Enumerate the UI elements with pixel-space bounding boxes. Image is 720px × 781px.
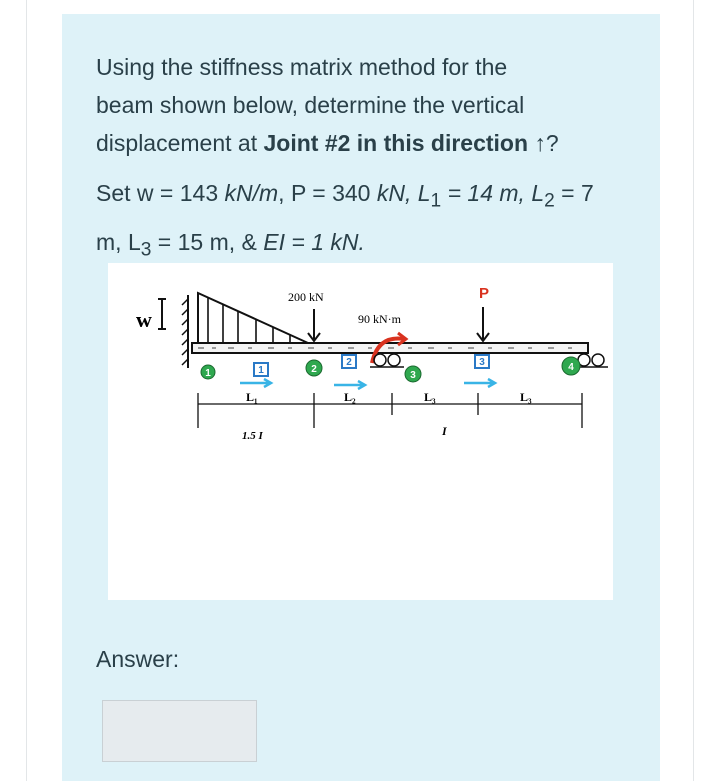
ei-i-label: I bbox=[442, 424, 447, 438]
joint-1-marker bbox=[201, 365, 215, 379]
question-line-2: beam shown below, determine the vertical bbox=[96, 92, 525, 118]
joint-2-label: 2 bbox=[311, 364, 317, 375]
joint-1-label: 1 bbox=[205, 368, 211, 379]
question-text bbox=[96, 48, 636, 162]
element-3-marker bbox=[475, 355, 489, 368]
l2-subscript: 2 bbox=[544, 190, 555, 212]
question-emphasis: Joint #2 in this direction bbox=[263, 130, 535, 156]
span-l3b-label: L₃ bbox=[520, 390, 532, 404]
element-2-marker bbox=[342, 355, 356, 368]
load-200-label: 200 kN bbox=[288, 290, 324, 304]
span-l2-label: L₂ bbox=[344, 390, 356, 404]
question-line-3 bbox=[96, 124, 636, 162]
l3-value: = 15 m, & bbox=[151, 228, 264, 255]
roller-4b bbox=[592, 354, 604, 366]
local-axis-arrows bbox=[240, 379, 495, 389]
l3-subscript: 3 bbox=[140, 239, 152, 261]
answer-input[interactable] bbox=[102, 700, 257, 762]
joint-4-label: 4 bbox=[568, 362, 574, 373]
question-line-3-prefix: displacement at bbox=[96, 130, 264, 156]
ei-1-5i-label: 1.5 I bbox=[242, 430, 263, 442]
w-unit: kN/m bbox=[224, 180, 279, 206]
params-line-1 bbox=[96, 173, 636, 222]
element-1-label: 1 bbox=[258, 365, 264, 376]
l1-subscript: 1 bbox=[430, 190, 442, 212]
element-1-marker bbox=[254, 363, 268, 376]
roller-3a bbox=[374, 354, 386, 366]
span-l1-label: L₁ bbox=[246, 390, 258, 404]
ei-value: EI = 1 kN. bbox=[263, 228, 365, 255]
p-label: P bbox=[479, 285, 490, 302]
joint-3-label: 3 bbox=[410, 370, 416, 381]
span-l3a-label: L₃ bbox=[424, 390, 436, 404]
l1-value: = 14 m, L bbox=[441, 180, 545, 206]
joint-2-marker bbox=[306, 360, 322, 376]
joint-4-marker bbox=[562, 357, 580, 375]
l2-unit: m, L bbox=[96, 228, 141, 255]
answer-label: Answer: bbox=[96, 646, 180, 672]
w-bracket bbox=[158, 299, 166, 329]
l2-value: = 7 bbox=[554, 180, 594, 206]
roller-3b bbox=[388, 354, 400, 366]
question-mark: ? bbox=[545, 130, 559, 156]
element-3-label: 3 bbox=[479, 357, 485, 368]
up-arrow-icon: ↑ bbox=[534, 130, 546, 156]
beam-diagram-svg bbox=[108, 263, 613, 600]
p-unit: kN, L bbox=[376, 180, 431, 206]
given-values bbox=[96, 173, 636, 270]
beam-diagram bbox=[108, 263, 613, 600]
w-value: Set w = 143 bbox=[96, 180, 225, 206]
p-value: , P = 340 bbox=[278, 180, 377, 206]
moment-90-label: 90 kN·m bbox=[358, 312, 401, 326]
element-2-label: 2 bbox=[346, 357, 352, 368]
joint-3-marker bbox=[405, 366, 421, 382]
question-line-1: Using the stiffness matrix method for the bbox=[96, 54, 508, 80]
w-label: w bbox=[136, 307, 152, 332]
